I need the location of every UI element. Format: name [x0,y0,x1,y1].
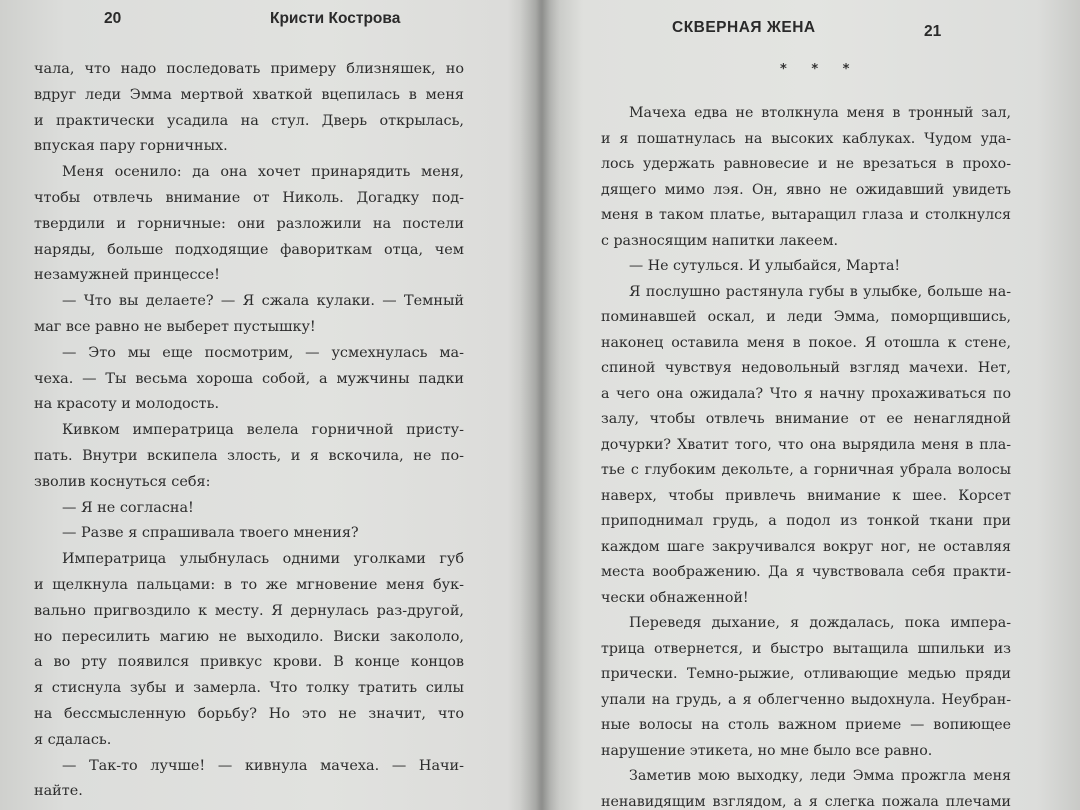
text-line: но пересилить магию не выходило. Виски закололо, [34,628,464,645]
text-line: найте. [34,783,83,800]
text-line: я стиснула зубы и замерла. Что толку тратить силы [34,680,464,697]
text-line: ные волосы на столь важном приеме — вопиющее [601,717,1011,733]
text-line: впуская пару горничных. [34,138,228,155]
text-line: и щелкнула пальцами: в то же мгновение меня бук- [34,576,464,593]
text-line: нарушение этикета, но мне было все равно. [601,742,933,759]
text-line: прически. Темно-рыжие, отливающие медью пряди [601,666,1011,682]
left-page [0,0,536,810]
right-page [544,0,1080,810]
text-line: чески обнаженной! [601,589,749,606]
text-line: чала, что надо последовать примеру близняшек, но [34,61,464,77]
text-line: Переведя дыхание, я дождалась, пока импера- [629,615,1011,631]
text-line: чеха. — Ты весьма хороша собой, а мужчины падки [34,370,464,387]
text-line: и практически усадила на стул. Дверь открылась, [34,112,464,129]
text-line: наконец оставила меня в покое. Я отошла к стене, [601,334,1011,351]
left-page-number: 20 [104,10,122,27]
text-line: — Это мы еще посмотрим, — усмехнулась ма- [62,344,464,361]
right-page-text [601,101,1011,810]
text-line: Кивком императрица велела горничной присту- [62,422,464,439]
text-line: наряды, больше подходящие фавориткам отца, чем [34,241,464,258]
text-line: Я послушно растянула губы в улыбке, больше на- [629,283,1011,300]
text-line: приподнимал грудь, а подол из тонкой ткани при [601,513,1011,529]
text-line: зволив коснуться себя: [34,473,211,490]
text-line: — Что вы делаете? — Я сжала кулаки. — Темный [62,293,464,310]
text-line: — Так-то лучше! — кивнула мачеха. — Начи- [62,757,464,774]
text-line: залу, чтобы отвлечь внимание от ее ненаглядной [601,411,1011,427]
text-line: ненавидящим взглядом, а я слегка пожала плечами [601,793,1011,810]
text-line: Мачеха едва не втолкнула меня в тронный зал, [629,105,1011,121]
text-line: — Разве я спрашивала твоего мнения? [62,525,359,542]
text-line: меня в таком платье, вытаращил глаза и столкнулся [601,207,1011,223]
text-line: — Я не согласна! [62,499,194,516]
text-line: Императрица улыбнулась одними уголками губ [62,551,464,568]
text-line: с разносящим напитки лакеем. [601,232,839,249]
text-line: вдруг леди Эмма мертвой хваткой вцепилась в меня [34,86,464,103]
text-line: лось удержать равновесие и не врезаться в прохо- [601,156,1011,172]
right-running-head: СКВЕРНАЯ ЖЕНА [672,19,816,36]
text-line: и я пошатнулась на высоких каблуках. Чудом уда- [601,130,1011,147]
text-line: маг все равно не выберет пустышку! [34,318,316,335]
text-line: дочурки? Хватит того, что она вырядила меня в пла- [601,436,1011,453]
text-line: тье с глубоким декольте, а горничная убрала волосы [601,462,1011,478]
text-line: Заметив мою выходку, леди Эмма прожгла меня [629,768,1011,784]
text-line: упали на грудь, а я облегченно выдохнула. Неубран- [601,691,1011,708]
text-line: Меня осенило: да она хочет принарядить меня, [62,164,464,181]
text-line: спиной чувствуя недовольный взгляд мачехи. Нет, [601,360,1011,376]
text-line: поминавшей оскал, и леди Эмма, поморщившись, [601,309,1011,325]
text-line: чтобы отвлечь внимание от Николь. Догадку под- [34,189,464,206]
text-line: незамужней принцессе! [34,267,220,284]
text-line: каждом шаге закручивался вокруг ног, не оставляя [601,538,1011,555]
text-line: я сдалась. [34,731,112,748]
text-line: дящего мимо лэя. Он, явно не ожидавший увидеть [601,181,1011,198]
text-line: вально пригвоздило к месту. Я дернулась раз-другой, [34,602,464,619]
text-line: пать. Внутри вскипела злость, и я вскочила, не по- [34,447,464,464]
left-running-head: Кристи Кострова [270,10,401,27]
right-page-number: 21 [924,23,942,40]
text-line: трица отвернется, и быстро вытащила шпильки из [601,640,1011,657]
text-line: наверх, чтобы привлечь внимание к шее. Корсет [601,487,1011,504]
text-line: места воображению. Да я чувствовала себя практи- [601,564,1011,580]
text-line: а во рту появился привкус крови. В конце концов [34,654,464,671]
text-line: на бессмысленную борьбу? Но это не значит, что [34,705,464,722]
text-line: а чего она ожидала? Что я начну прохаживаться по [601,385,1011,402]
left-page-text [34,57,464,805]
section-separator: * * * [780,62,860,77]
text-line: на красоту и молодость. [34,396,220,413]
text-line: — Не сутулься. И улыбайся, Марта! [629,258,901,274]
text-line: твердили и горничные: они разложили на постели [34,215,464,232]
